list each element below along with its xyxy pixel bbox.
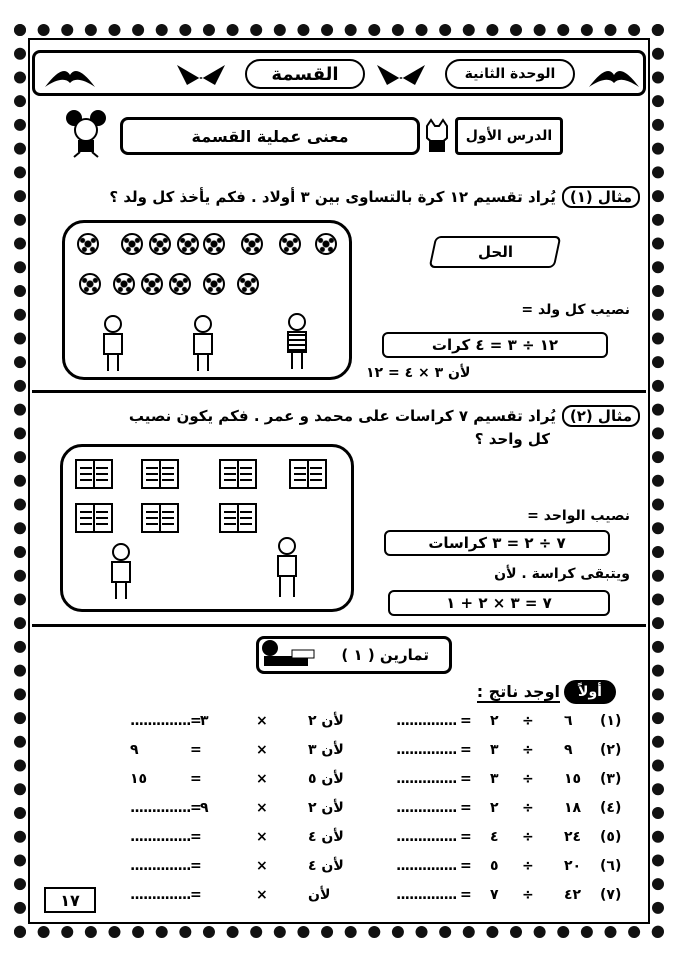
divide-sign: ÷ [522,829,534,845]
equals-sign: = [190,771,202,787]
unit-header [32,50,646,96]
unit-number: الوحدة الثانية [445,59,575,89]
equals-sign: = [190,713,202,729]
times-sign: × [256,771,268,787]
times-sign: × [256,887,268,903]
answer-blank: .............. [396,713,457,729]
answer-blank: .............. [396,829,457,845]
boy-figure [269,537,303,595]
mickey-icon [64,108,110,158]
example-1-equation: ١٢ ÷ ٣ = ٤ كرات [382,332,608,358]
ball [113,273,135,295]
divide-sign: ÷ [522,713,534,729]
divide-sign: ÷ [522,858,534,874]
cat-icon [423,118,451,154]
bird-mid-right-icon [375,61,429,89]
divider [32,390,646,393]
ball [149,233,171,255]
example-2-check: ٧ = ٣ × ٢ + ١ [388,590,610,616]
divisor: ٥ [490,858,499,874]
lesson-title: معنى عملية القسمة [120,117,420,155]
times-sign: × [256,713,268,729]
ball [203,233,225,255]
equals-sign: = [460,829,472,845]
book-icon [289,459,327,489]
reading-child-icon [258,636,320,672]
answer-blank: .............. [396,800,457,816]
exercises-title: تمارين ( ١ ) [341,646,429,664]
balls-panel [62,220,352,380]
dividend: ١٨ [564,800,582,816]
dividend: ٦ [564,713,573,729]
because-label: لأن ٤ [308,858,344,874]
factor: ٩ [200,800,209,816]
answer-blank: .............. [396,887,457,903]
exercise-number: (٢) [600,742,622,758]
bird-mid-left-icon [175,61,229,89]
equals-sign: = [460,742,472,758]
divisor: ٢ [490,800,499,816]
dividend: ٢٠ [564,858,582,874]
exercise-row [40,742,628,764]
ball [79,273,101,295]
equals-sign: = [190,742,202,758]
product: .............. [130,713,191,729]
book-icon [141,503,179,533]
example-1-tag: مثال (١) [562,186,640,208]
equals-sign: = [460,771,472,787]
divisor: ٢ [490,713,499,729]
example-2-equation: ٧ ÷ ٢ = ٣ كراسات [384,530,610,556]
exercise-instruction: اوجد ناتج : [476,682,560,701]
exercise-row [40,887,628,909]
answer-blank: .............. [396,858,457,874]
because-label: لأن [308,887,331,903]
because-label: لأن ٢ [308,800,344,816]
ball [77,233,99,255]
divider [32,624,646,627]
divisor: ٣ [490,771,499,787]
solution-label: الحل [429,236,562,268]
answer-blank: .............. [396,742,457,758]
equals-sign: = [190,887,202,903]
dividend: ٤٢ [564,887,582,903]
unit-title: القسمة [245,59,365,89]
times-sign: × [256,829,268,845]
times-sign: × [256,858,268,874]
ball [203,273,225,295]
example-2-tag: مثال (٢) [562,405,640,427]
example-2-share-label: نصيب الواحد = [527,508,630,524]
ball [121,233,143,255]
example-2-question [129,405,640,427]
example-1-question [109,186,640,208]
because-label: لأن ٤ [308,829,344,845]
book-icon [219,503,257,533]
product: ٩ [130,742,139,758]
exercise-row [40,858,628,880]
ball [177,233,199,255]
book-icon [75,503,113,533]
equals-sign: = [460,800,472,816]
divisor: ٤ [490,829,499,845]
dividend: ٢٤ [564,829,582,845]
exercise-number: (٥) [600,829,622,845]
times-sign: × [256,800,268,816]
divide-sign: ÷ [522,771,534,787]
equals-sign: = [460,713,472,729]
ball [141,273,163,295]
product: .............. [130,800,191,816]
example-1-text: يُراد تقسيم ١٢ كرة بالتساوى بين ٣ أولاد . فكم يأخذ كل ولد ؟ [109,188,556,206]
exercise-row [40,771,628,793]
because-label: لأن ٢ [308,713,344,729]
boy-figure [279,313,313,371]
product: ١٥ [130,771,148,787]
equals-sign: = [460,858,472,874]
book-icon [75,459,113,489]
because-label: لأن ٣ [308,742,344,758]
books-panel [60,444,354,612]
page-number: ١٧ [44,887,96,913]
ball [169,273,191,295]
exercise-number: (١) [600,713,622,729]
lesson-number: الدرس الأول [455,117,563,155]
equals-sign: = [460,887,472,903]
equals-sign: = [190,858,202,874]
exercise-number: (٦) [600,858,622,874]
exercise-number: (٤) [600,800,622,816]
divisor: ٧ [490,887,499,903]
example-2-remainder: ويتبقى كراسة . لأن [494,566,630,582]
book-icon [141,459,179,489]
boy-figure [185,315,219,373]
bird-right-icon [587,61,641,89]
dividend: ١٥ [564,771,582,787]
factor: ٣ [200,713,209,729]
first-label: أولاً [564,680,616,704]
ball [241,233,263,255]
bird-left-icon [43,61,97,89]
equals-sign: = [190,829,202,845]
ball [237,273,259,295]
boy-figure [103,543,137,601]
product: .............. [130,887,191,903]
equals-sign: = [190,800,202,816]
exercise-row [40,829,628,851]
exercise-number: (٧) [600,887,622,903]
exercise-row [40,713,628,735]
example-1-because: لأن ٣ × ٤ = ١٢ [366,365,471,381]
example-2-text: يُراد تقسيم ٧ كراسات على محمد و عمر . فكم يكون نصيب [128,407,556,425]
answer-blank: .............. [396,771,457,787]
ball [315,233,337,255]
dividend: ٩ [564,742,573,758]
divide-sign: ÷ [522,742,534,758]
boy-figure [95,315,129,373]
product: .............. [130,858,191,874]
divide-sign: ÷ [522,800,534,816]
example-1-share-label: نصيب كل ولد = [521,302,630,318]
book-icon [219,459,257,489]
divide-sign: ÷ [522,887,534,903]
exercise-number: (٣) [600,771,622,787]
ball [279,233,301,255]
times-sign: × [256,742,268,758]
example-2-question-line2: كل واحد ؟ [474,430,550,448]
product: .............. [130,829,191,845]
because-label: لأن ٥ [308,771,344,787]
exercise-row [40,800,628,822]
divisor: ٣ [490,742,499,758]
